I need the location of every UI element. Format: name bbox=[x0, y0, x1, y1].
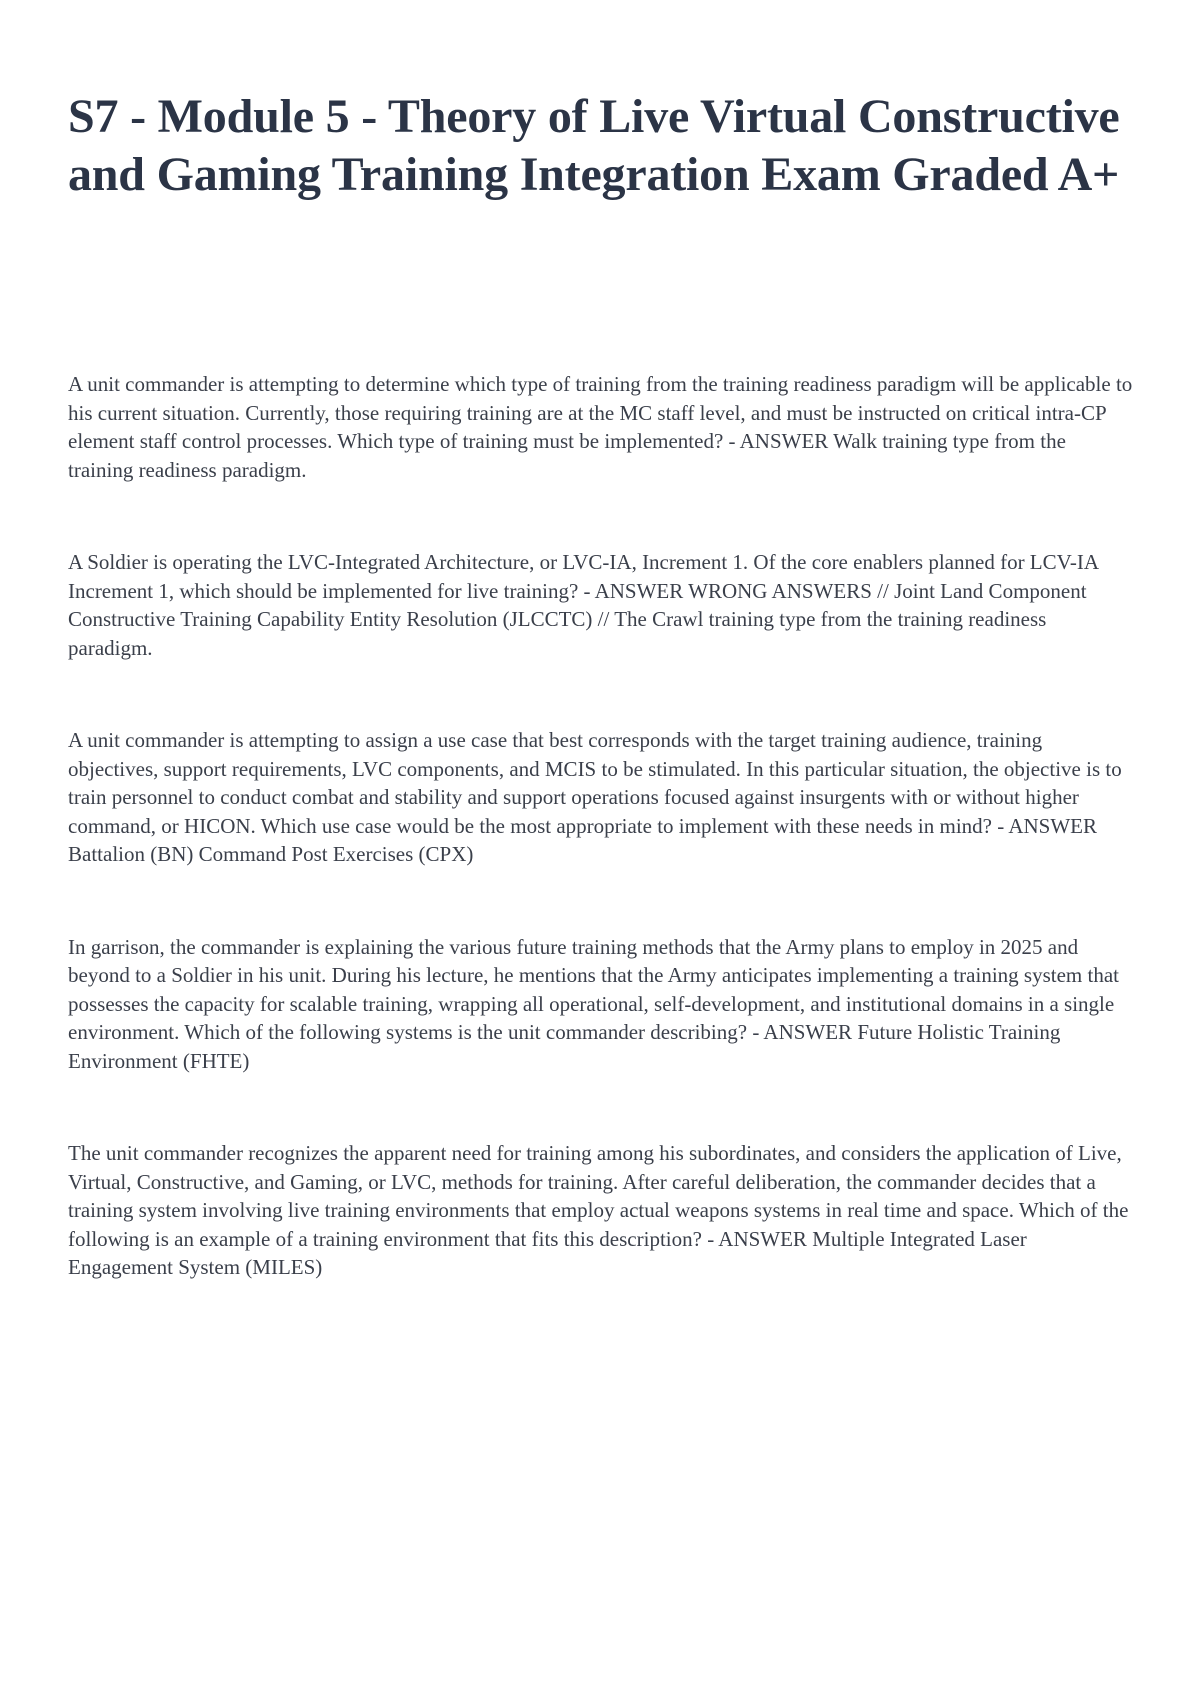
answer-separator: - ANSWER bbox=[991, 813, 1097, 838]
qa-item-2 bbox=[68, 548, 1133, 662]
answer-text: Walk training type from the training readiness paradigm. bbox=[68, 429, 1066, 482]
answer-separator: - ANSWER bbox=[701, 1226, 813, 1251]
document-header bbox=[68, 88, 1128, 204]
answer-separator: - ANSWER bbox=[723, 429, 834, 453]
qa-item-1 bbox=[68, 370, 1133, 484]
answer-separator: - ANSWER bbox=[578, 578, 689, 603]
question-text: The unit commander recognizes the apparent need for training among his subordinates, and considers the application of Live, Virtual, Constructive, and Gaming, or LVC, methods for training. After careful deliberation, the commander decides that a training system involving live training environments that employ actual weapons systems in real time and space. Which of the following is an example of a training environment that fits this description? bbox=[68, 1141, 1129, 1251]
question-text: A unit commander is attempting to determine which type of training from the training readiness paradigm will be applicable to his current situation. Currently, those requiring training are at the MC staff level, and must be instructed on critical intra-CP element staff control processes. Which type of training must be implemented? bbox=[68, 372, 1133, 453]
question-text: A unit commander is attempting to assign a use case that best corresponds with the target training audience, training objectives, support requirements, LVC components, and MCIS to be stimulated. In this particular situation, the objective is to train personnel to conduct combat and stability and support operations focused against insurgents with or without higher command, or HICON. Which use case would be the most appropriate to implement with these needs in mind? bbox=[68, 728, 1122, 838]
answer-text: WRONG ANSWERS // Joint Land Component Constructive Training Capability Entity Resolution (JLCCTC) // The Crawl training type from the training readiness paradigm. bbox=[68, 578, 1087, 660]
qa-item-3 bbox=[68, 726, 1133, 869]
answer-text: Battalion (BN) Command Post Exercises (CPX) bbox=[68, 842, 474, 866]
question-text: In garrison, the commander is explaining the various future training methods that the Army plans to employ in 2025 and beyond to a Soldier in his unit. During his lecture, he mentions that the Army anticipates implementing a training system that possesses the capacity for scalable training, wrapping all operational, self-development, and institutional domains in a single environment. Which of the following systems is the unit commander describing? bbox=[68, 934, 1119, 1044]
page-title: S7 - Module 5 - Theory of Live Virtual Constructive and Gaming Training Integration Exam Graded A+ bbox=[68, 90, 1120, 201]
qa-item-5 bbox=[68, 1139, 1133, 1282]
qa-list bbox=[68, 370, 1133, 1282]
qa-item-4 bbox=[68, 933, 1133, 1076]
question-text: A Soldier is operating the LVC-Integrated Architecture, or LVC-IA, Increment 1. Of the core enablers planned for LCV-IA Increment 1, which should be implemented for live training? bbox=[68, 550, 1098, 603]
answer-text: Multiple Integrated Laser Engagement System (MILES) bbox=[68, 1226, 1027, 1279]
answer-separator: - ANSWER bbox=[747, 1020, 858, 1044]
answer-text: Future Holistic Training Environment (FHTE) bbox=[68, 1020, 1061, 1073]
